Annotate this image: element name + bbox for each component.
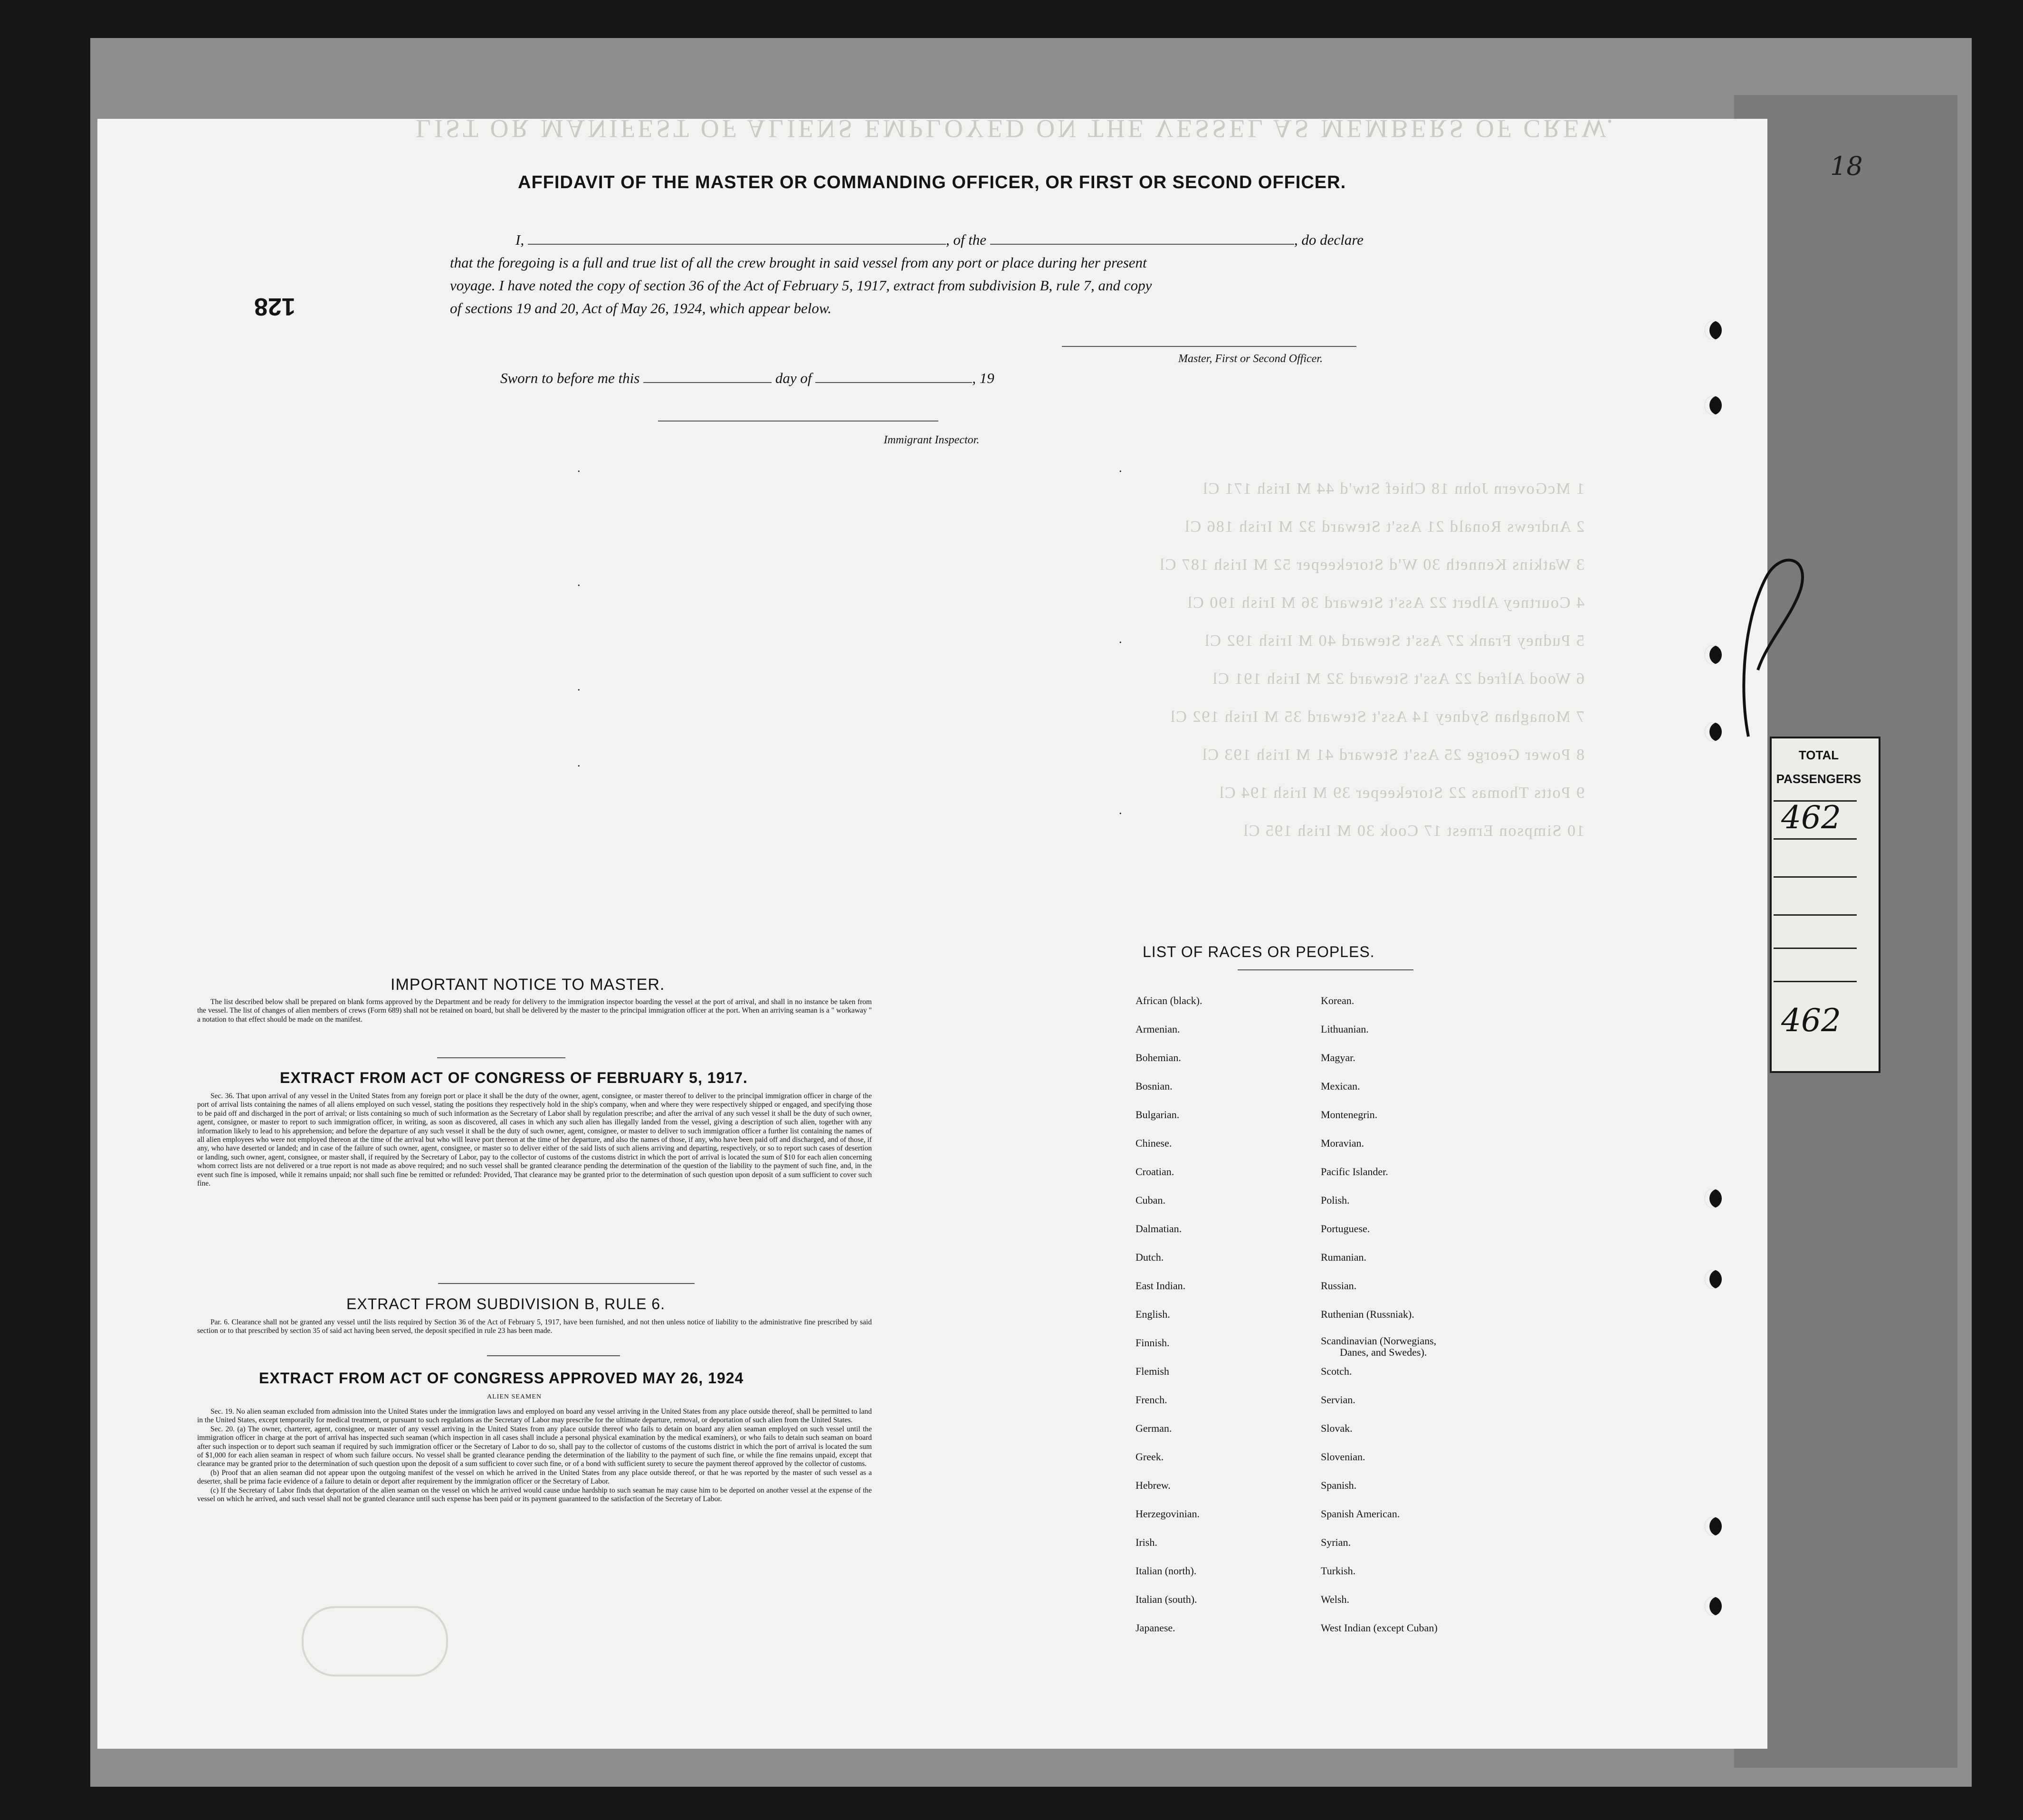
mark-dot: . — [577, 575, 581, 589]
bleedthrough-row: 2 Andrews Ronald 21 Ass't Steward 32 M Irish 186 Cl — [1184, 518, 1584, 536]
pencil-page-number: 18 — [1830, 151, 1863, 181]
bleedthrough-row: 1 McGovern John 18 Chief Stw'd 44 M Irish 171 Cl — [1202, 480, 1584, 498]
race-item: Italian (north). — [1136, 1565, 1197, 1577]
mark-dot: . — [1119, 632, 1122, 646]
section-20c-text: (c) If the Secretary of Labor finds that deportation of the alien seaman on the vessel on which he arrived would cause undue hardship to such seaman he may cause him to be deported on another vessel at the expense of the vessel on which he arrived, and such vessel shall not be granted clearance until such expense has been paid or its payment guaranteed to the satisfaction of the Secretary of Labor. — [197, 1486, 872, 1504]
tally-divider — [1774, 876, 1857, 878]
stamped-number: 128 — [254, 293, 296, 320]
mark-dot: . — [577, 756, 581, 769]
race-item: Portuguese. — [1321, 1223, 1370, 1235]
race-item: Montenegrin. — [1321, 1109, 1378, 1121]
race-item: Rumanian. — [1321, 1251, 1366, 1263]
race-item: Bulgarian. — [1136, 1109, 1180, 1121]
race-item: Welsh. — [1321, 1593, 1349, 1605]
race-item: Scotch. — [1321, 1365, 1352, 1377]
section-20a-text: Sec. 20. (a) The owner, charterer, agent, consignee, or master of any vessel arriving in the United States from any place outside thereof who fails to detain on board any alien seaman employed on such vessel until the immigration officer in charge at the port of arrival has inspected such seaman (which inspection in all cases shall include a personal physical examination by the medical examiners), or who fails to detain such seaman on board after such inspection or to deport such seaman if required by such immigration officer or the Secretary of Labor to do so, shall pay to the collector of customs of the customs district in which the port of arrival is located the sum of $1,000 for each alien seaman in respect of whom such failure occurs. No vessel shall be granted clearance pending the determination of the liability to the payment of such fine, or while the fine remains unpaid, except that clearance may be granted prior to the determination of such question upon the deposit of a sum sufficient to cover such fine, or of a bond with sufficient surety to secure the payment thereof approved by the collector of customs. — [197, 1425, 872, 1468]
bleedthrough-row: 3 Watkins Kenneth 30 W'd Storekeeper 52 M Irish 187 Cl — [1159, 556, 1584, 574]
tally-divider — [1774, 914, 1857, 916]
punch-hole — [1705, 1270, 1722, 1289]
race-item: Mexican. — [1321, 1080, 1360, 1092]
race-item: Croatian. — [1136, 1166, 1174, 1178]
race-item: Russian. — [1321, 1280, 1357, 1292]
subdivision-title: EXTRACT FROM SUBDIVISION B, RULE 6. — [346, 1295, 665, 1312]
bleedthrough-row: 7 Monaghan Sydney 14 Ass't Steward 35 M Irish 192 Cl — [1169, 708, 1584, 726]
race-item: African (black). — [1136, 995, 1202, 1006]
race-item: Servian. — [1321, 1394, 1355, 1406]
race-item: Italian (south). — [1136, 1593, 1197, 1605]
master-label: Master, First or Second Officer. — [1178, 353, 1323, 365]
race-item: Japanese. — [1136, 1622, 1175, 1634]
race-item: Spanish American. — [1321, 1508, 1400, 1520]
par-6-text: Par. 6. Clearance shall not be granted any vessel until the lists required by Section 36 of the Act of February 5, 1917, have been furnished, and not then unless notice of liability to the administrative fine prescribed by said section or to that prescribed by section 35 of said act having been served, the deposit specified in rule 23 has been made. — [197, 1318, 872, 1335]
bleedthrough-row: 9 Potts Thomas 22 Storekeeper 39 M Irish 194 Cl — [1218, 784, 1584, 802]
race-item: French. — [1136, 1394, 1167, 1406]
divider — [1238, 969, 1413, 970]
bleedthrough-row: 8 Power George 25 Ass't Steward 41 M Irish 193 Cl — [1201, 746, 1584, 764]
race-item: East Indian. — [1136, 1280, 1186, 1292]
vessel-blank[interactable] — [990, 233, 1294, 245]
race-item: Moravian. — [1321, 1137, 1365, 1149]
race-item: Syrian. — [1321, 1536, 1351, 1548]
affidavit-line-3: voyage. I have noted the copy of section 36 of the Act of February 5, 1917, extract from subdivision B, rule 7, and copy — [450, 277, 1152, 294]
divider — [438, 1283, 695, 1284]
faint-stamp — [302, 1606, 448, 1676]
pencil-loop-mark — [1729, 546, 1824, 746]
affidavit-title: AFFIDAVIT OF THE MASTER OR COMMANDING OFFICER, OR FIRST OR SECOND OFFICER. — [518, 172, 1346, 192]
divider — [437, 1057, 565, 1058]
sworn-line — [500, 370, 994, 387]
race-item-continued: Danes, and Swedes). — [1340, 1346, 1427, 1358]
race-item: Greek. — [1136, 1451, 1164, 1463]
extract-1924-body — [197, 1408, 872, 1504]
tally-header-line-2: PASSENGERS — [1776, 772, 1861, 786]
sworn-year: , 19 — [972, 370, 994, 386]
races-title: LIST OF RACES OR PEOPLES. — [1143, 943, 1375, 960]
extract-1917-body — [197, 1092, 872, 1188]
punch-hole — [1705, 321, 1722, 340]
race-item: Dalmatian. — [1136, 1223, 1182, 1235]
total-passengers-box — [1770, 737, 1880, 1073]
race-item: West Indian (except Cuban) — [1321, 1622, 1438, 1634]
race-item: Slovak. — [1321, 1422, 1353, 1434]
notice-body — [197, 998, 872, 1024]
name-blank[interactable] — [528, 233, 946, 245]
race-item: Armenian. — [1136, 1023, 1180, 1035]
affidavit-line-2: that the foregoing is a full and true list of all the crew brought in said vessel from any port or place during her present — [450, 254, 1147, 271]
affidavit-i: I, — [515, 231, 525, 248]
punch-hole — [1705, 645, 1722, 664]
race-item: Spanish. — [1321, 1479, 1357, 1491]
manifest-page — [97, 115, 1767, 1749]
mark-dot: . — [1119, 461, 1122, 475]
sworn-month-blank[interactable] — [815, 372, 972, 383]
total-value-handwritten: 462 — [1781, 1002, 1841, 1039]
punch-hole — [1705, 1517, 1722, 1536]
master-signature-line — [1062, 346, 1356, 347]
race-item: Lithuanian. — [1321, 1023, 1369, 1035]
race-item: Polish. — [1321, 1194, 1350, 1206]
tally-divider — [1774, 838, 1857, 840]
divider — [487, 1355, 620, 1356]
race-item: Bohemian. — [1136, 1052, 1181, 1063]
bleedthrough-row: 10 Simpson Ernest 17 Cook 30 M Irish 195 Cl — [1242, 822, 1584, 840]
race-item: Cuban. — [1136, 1194, 1165, 1206]
race-item: Turkish. — [1321, 1565, 1356, 1577]
notice-paragraph: The list described below shall be prepared on blank forms approved by the Department and be ready for delivery to the immigration inspector boarding the vessel at the port of arrival, and shall in no instance be taken from the vessel. The list of changes of alien members of crews (Form 689) shall not be retained on board, but shall be delivered by the master to the principal immigration officer at the port. When an arriving seaman is a " workaway " a notation to that effect should be made on the manifest. — [197, 998, 872, 1024]
mark-dot: . — [577, 680, 581, 693]
race-item: Korean. — [1321, 995, 1355, 1006]
section-36-text: Sec. 36. That upon arrival of any vessel in the United States from any foreign port or place it shall be the duty of the owner, agent, consignee, or master thereof to deliver to the principal immigration officer in charge of the port of arrival lists containing the names of all aliens employed on such vessel, stating the positions they respectively hold in the ship's company, when and where they were respectively shipped or engaged, and specifying those to be paid off and discharged in the port of arrival; or lists containing so much of such information as the Secretary of Labor shall by regulation prescribe; and after the arrival of any such vessel it shall be the duty of such owner, agent, consignee, or master to report to such immigration officer, in writing, as soon as discovered, all cases in which any such alien has illegally landed from the vessel, giving a description of such alien, together with any information likely to lead to his apprehension; and before the departure of any such vessel it shall be the duty of such owner, agent, consignee, or master to deliver to such immigration officer a further list containing the names of all alien employees who were not employed thereon at the time of the arrival but who will leave port thereon at the time of her departure, and also the names of those, if any, who have been paid off and discharged, and of those, if any, who have deserted or landed; and in case of the failure of such owner, agent, consignee, or master so to deliver either of the said lists of such aliens arriving and departing, respectively, or so to report such cases of desertion or landing, such owner, agent, consignee, or master shall, if required by the Secretary of Labor, pay to the collector of customs of the customs district in which the port of arrival is located the sum of $10 for each alien concerning whom correct lists are not delivered or a true report is not made as above required; and no such vessel shall be granted clearance pending the determination of the question of the liability to the payment of such fine, and, in the event such fine is imposed, while it remains unpaid; nor shall such fine be remitted or refunded: Provided, That clearance may be granted prior to the determination of such question upon deposit of a sum sufficient to cover such fine. — [197, 1092, 872, 1188]
bleedthrough-row: 5 Pudney Frank 27 Ass't Steward 40 M Irish 192 Cl — [1203, 632, 1584, 650]
bleedthrough-title: LIST OR MANIFEST OF ALIENS EMPLOYED ON THE VESSEL AS MEMBERS OF CREW. — [416, 115, 1616, 143]
total-passengers-header — [1774, 738, 1864, 805]
bleedthrough-row: 4 Courtney Albert 22 Ass't Steward 36 M Irish 190 Cl — [1186, 594, 1584, 612]
section-20b-text: (b) Proof that an alien seaman did not appear upon the outgoing manifest of the vessel on which he arrived in the United States from any place outside thereof, or that he was reported by the master of such vessel as a deserter, shall be prima facie evidence of a failure to detain or deport after requirement by the immigration officer or the Secretary of Labor. — [197, 1468, 872, 1486]
race-item: Dutch. — [1136, 1251, 1164, 1263]
race-item: German. — [1136, 1422, 1172, 1434]
race-item: Flemish — [1136, 1365, 1169, 1377]
punch-hole — [1705, 396, 1722, 415]
bleedthrough-row: 6 Wood Alfred 22 Ass't Steward 32 M Irish 191 Cl — [1212, 670, 1584, 688]
mark-dot: . — [577, 461, 581, 475]
race-item: Herzegovinian. — [1136, 1508, 1200, 1520]
affidavit-declare: , do declare — [1294, 231, 1364, 248]
punch-hole — [1705, 722, 1722, 741]
sworn-text: Sworn to before me this — [500, 370, 640, 386]
race-item: Finnish. — [1136, 1337, 1170, 1349]
sworn-day-of: day of — [775, 370, 812, 386]
race-item: Scandinavian (Norwegians, — [1321, 1335, 1437, 1347]
subdivision-body — [197, 1318, 872, 1336]
tally-divider — [1774, 948, 1857, 949]
mark-dot: . — [1119, 803, 1122, 817]
punch-hole — [1705, 1597, 1722, 1616]
extract-1917-title: EXTRACT FROM ACT OF CONGRESS OF FEBRUARY 5, 1917. — [280, 1069, 748, 1086]
race-item: Magyar. — [1321, 1052, 1355, 1063]
punch-hole — [1705, 1189, 1722, 1208]
tally-header-line-1: TOTAL — [1798, 748, 1839, 762]
notice-title: IMPORTANT NOTICE TO MASTER. — [391, 976, 665, 994]
alien-seamen-subtitle: ALIEN SEAMEN — [487, 1393, 542, 1400]
inspector-label: Immigrant Inspector. — [884, 434, 980, 446]
race-item: Hebrew. — [1136, 1479, 1171, 1491]
affidavit-of-the: , of the — [945, 231, 987, 248]
race-item: Chinese. — [1136, 1137, 1172, 1149]
total-value-handwritten: 462 — [1781, 799, 1841, 836]
race-item: Pacific Islander. — [1321, 1166, 1388, 1178]
tally-divider — [1774, 981, 1857, 982]
race-item: Irish. — [1136, 1536, 1157, 1548]
race-item: Slovenian. — [1321, 1451, 1365, 1463]
extract-1924-title: EXTRACT FROM ACT OF CONGRESS APPROVED MAY 26, 1924 — [259, 1370, 744, 1387]
affidavit-line-1 — [515, 231, 1364, 249]
race-item: Bosnian. — [1136, 1080, 1173, 1092]
affidavit-line-4: of sections 19 and 20, Act of May 26, 1924, which appear below. — [450, 300, 832, 316]
sworn-day-blank[interactable] — [643, 372, 772, 383]
race-item: Ruthenian (Russniak). — [1321, 1308, 1414, 1320]
section-19-text: Sec. 19. No alien seaman excluded from admission into the United States under the immigration laws and employed on board any vessel arriving in the United States from any place outside thereof, shall be permitted to land in the United States, except temporarily for medical treatment, or pursuant to such regulations as the Secretary of Labor may prescribe for the ultimate departure, removal, or deportation of such alien from the United States. — [197, 1408, 872, 1425]
race-item: English. — [1136, 1308, 1170, 1320]
